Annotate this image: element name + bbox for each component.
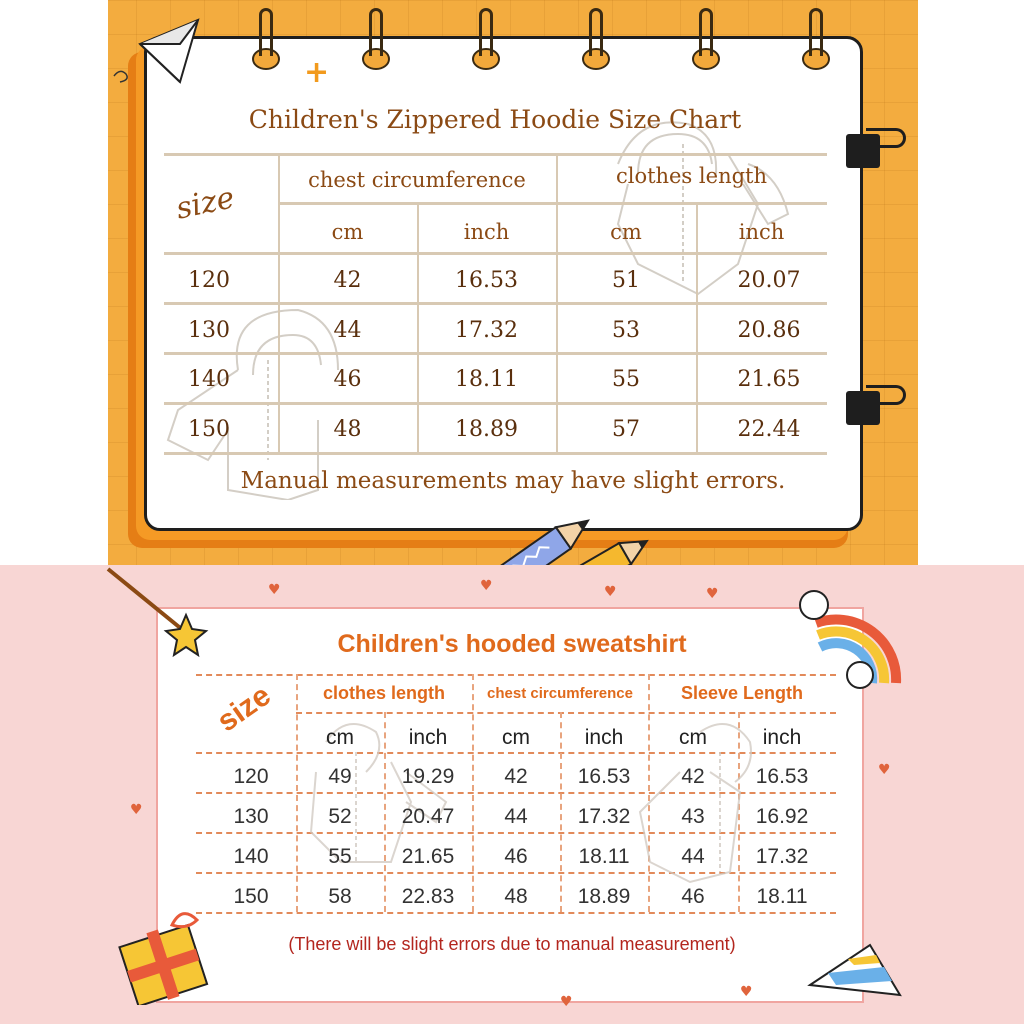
heart-icon: ♥ [740,984,753,1000]
column-group-header: chest circumference [308,168,526,192]
value-cell: 46 [681,885,705,908]
column-group-header: chest circumference [487,685,633,702]
value-cell: 21.65 [737,367,801,392]
value-cell: 16.92 [755,805,809,828]
size-cell: 130 [233,805,269,828]
value-cell: 18.11 [455,367,518,392]
value-cell: 20.86 [737,318,801,343]
value-cell: 48 [504,885,528,908]
value-cell: 46 [504,845,528,868]
size-label: size [173,180,238,227]
value-cell: 21.65 [401,845,455,868]
plus-sign: + [304,55,330,90]
notebook-ring-icon [472,8,500,70]
value-cell: 48 [333,417,362,442]
gift-box-icon [112,905,222,1005]
value-cell: 51 [612,268,640,293]
unit-header: cm [331,220,364,244]
unit-header: inch [584,726,624,749]
notebook-ring-icon [362,8,390,70]
notebook-ring-icon [802,8,830,70]
unit-header: inch [738,220,785,244]
notebook-ring-icon [252,8,280,70]
value-cell: 16.53 [755,765,809,788]
heart-icon: ♥ [480,578,493,594]
value-cell: 44 [681,845,705,868]
notebook-ring-icon [582,8,610,70]
value-cell: 55 [328,845,352,868]
size-cell: 120 [233,765,269,788]
value-cell: 55 [612,367,640,392]
heart-icon: ♥ [604,584,617,600]
value-cell: 17.32 [755,845,809,868]
column-group-header: Sleeve Length [680,683,804,703]
value-cell: 17.32 [455,318,518,343]
value-cell: 42 [333,268,362,293]
top-chart-title: Children's Zippered Hoodie Size Chart [248,105,742,134]
unit-header: cm [326,726,354,749]
value-cell: 20.07 [737,268,801,293]
binder-clip-icon [846,128,880,174]
value-cell: 18.89 [577,885,631,908]
heart-icon: ♥ [706,586,719,602]
heart-icon: ♥ [268,582,281,598]
value-cell: 42 [504,765,528,788]
value-cell: 49 [328,765,352,788]
unit-header: inch [463,220,510,244]
value-cell: 52 [328,805,352,828]
value-cell: 20.47 [401,805,455,828]
column-group-header: clothes length [322,683,445,703]
size-cell: 120 [188,268,230,293]
pencil-icon [490,500,650,565]
measurement-note: (There will be slight errors due to manual measurement) [288,934,736,954]
size-cell: 150 [188,417,230,442]
value-cell: 16.53 [577,765,631,788]
column-group-header: clothes length [615,164,768,188]
measurement-note: Manual measurements may have slight errors. [240,468,786,494]
value-cell: 43 [681,805,705,828]
value-cell: 44 [504,805,528,828]
heart-icon: ♥ [878,762,891,778]
paper-plane-icon [110,14,205,89]
notebook-ring-icon [692,8,720,70]
top-left-margin [0,0,108,565]
value-cell: 53 [612,318,640,343]
heart-icon: ♥ [560,994,573,1010]
size-cell: 130 [188,318,230,343]
heart-icon: ♥ [130,802,143,818]
value-cell: 22.83 [401,885,455,908]
size-cell: 140 [188,367,230,392]
bottom-chart-title: Children's hooded sweatshirt [337,630,687,658]
value-cell: 57 [612,417,640,442]
value-cell: 44 [333,318,362,343]
unit-header: cm [610,220,642,244]
value-cell: 42 [681,765,705,788]
value-cell: 22.44 [737,417,801,442]
unit-header: inch [408,726,448,749]
value-cell: 19.29 [401,765,455,788]
top-right-margin [918,0,1024,565]
unit-header: cm [502,726,530,749]
size-cell: 140 [233,845,269,868]
size-label: size [211,678,277,739]
party-hat-icon [800,915,920,1015]
value-cell: 16.53 [455,268,518,293]
unit-header: cm [679,726,707,749]
value-cell: 18.11 [756,885,808,908]
size-cell: 150 [233,885,269,908]
value-cell: 18.89 [455,417,518,442]
value-cell: 18.11 [578,845,630,868]
value-cell: 46 [333,367,362,392]
unit-header: inch [762,726,802,749]
value-cell: 17.32 [577,805,631,828]
binder-clip-icon [846,385,880,431]
value-cell: 58 [328,885,352,908]
